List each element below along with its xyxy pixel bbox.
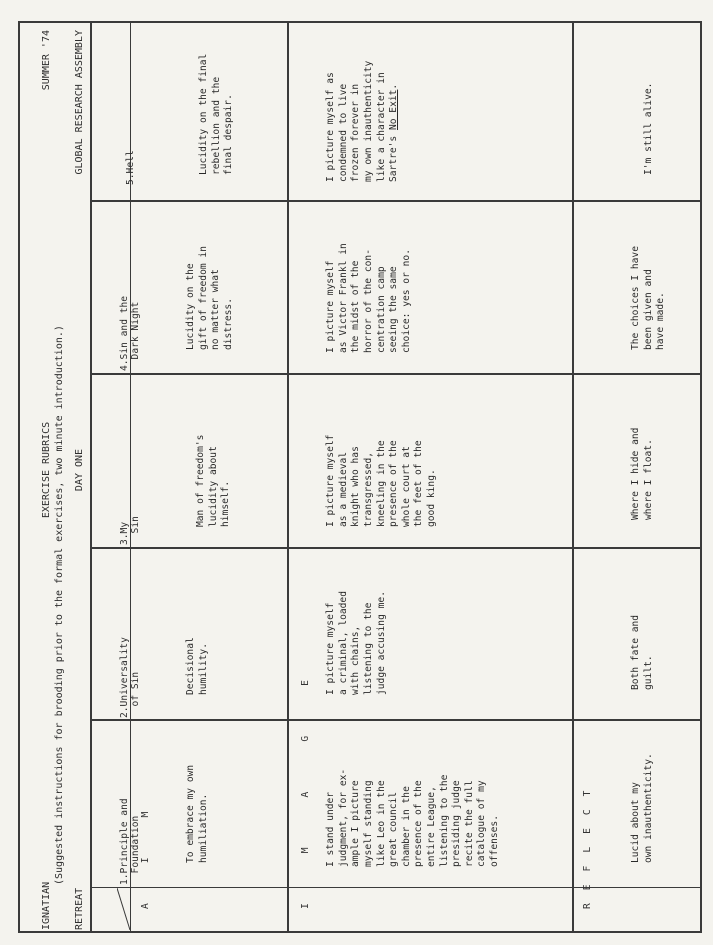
image-cell-1: I stand under judgment, for ex- ample I picture myself standing like Leo in the great council chamber in the presence of the entire League, listening to the presiding judge recite the full catalogue of my offenses.	[325, 768, 500, 867]
image-cell-5: I picture myself as condemned to live frozen forever in my own inauthenticity like a character in Sartre's No Exit.	[325, 60, 400, 182]
row-label-image: IMAGE	[300, 630, 311, 909]
image-cell-4: I picture myself as Victor Frankl in the midst of the horror of the con- centration camp seeing the same choice: yes or no.	[325, 243, 412, 353]
column-header-2: 2.Universality of Sin	[119, 637, 141, 718]
row-divider-aim-image	[287, 21, 289, 933]
header-divider	[90, 21, 92, 933]
aim-cell-2: Decisional humility.	[185, 637, 209, 695]
column-header-1: 1.Principle and Foundation	[119, 798, 141, 885]
right-border	[18, 21, 702, 23]
reflect-cell-4: The choices I have been given and have made.	[630, 246, 667, 350]
column-header-3: 3.My Sin	[119, 516, 141, 545]
column-divider-2	[91, 547, 701, 549]
aim-cell-4: Lucidity on the gift of freedom in no matter what distress.	[185, 246, 234, 350]
image-cell-2: I picture myself a criminal, loaded with chains, listening to the judge accusing me.	[325, 591, 387, 695]
exercise-title: EXERCISE RUBRICS DAY ONE	[41, 421, 85, 519]
assembly-title: SUMMER '74 GLOBAL RESEARCH ASSEMBLY	[41, 30, 85, 175]
row-label-divider	[91, 887, 701, 888]
column-divider-1	[91, 719, 701, 721]
reflect-cell-3: Where I hide and where I float.	[630, 427, 654, 520]
column-header-4: 4.Sin and the Dark Night	[119, 295, 141, 371]
reflect-cell-2: Both fate and guilt.	[630, 614, 654, 690]
retreat-title: IGNATIAN RETREAT	[41, 881, 85, 930]
reflect-cell-1: Lucid about my own inauthenticity.	[630, 753, 654, 863]
left-border	[18, 931, 702, 933]
corner-diagonal	[117, 888, 131, 930]
column-header-5: 5.Hell	[125, 150, 136, 185]
aim-cell-3: Man of freedom's lucidity about himself.	[195, 434, 232, 527]
column-divider-3	[91, 373, 701, 375]
bottom-border	[700, 21, 702, 933]
aim-cell-5: Lucidity on the final rebellion and the final despair.	[198, 53, 235, 175]
top-border	[18, 21, 20, 933]
row-label-reflect: REFLECT	[582, 777, 593, 909]
row-divider-image-reflect	[572, 21, 574, 933]
row-label-aim: AIM	[140, 771, 151, 909]
column-divider-4	[91, 200, 701, 202]
reflect-cell-5: I'm still alive.	[643, 82, 655, 175]
sartre-text: Sartre's No Exit.	[388, 83, 400, 182]
image-cell-3: I picture myself as a medieval knight who has transgressed, kneeling in the presence of the whole court at the feet of the good king.	[325, 434, 437, 527]
aim-cell-1: To embrace my own humiliation.	[185, 764, 209, 863]
instructions-text: (Suggested instructions for brooding prior to the formal exercises, two minute introduction.)	[54, 325, 65, 885]
